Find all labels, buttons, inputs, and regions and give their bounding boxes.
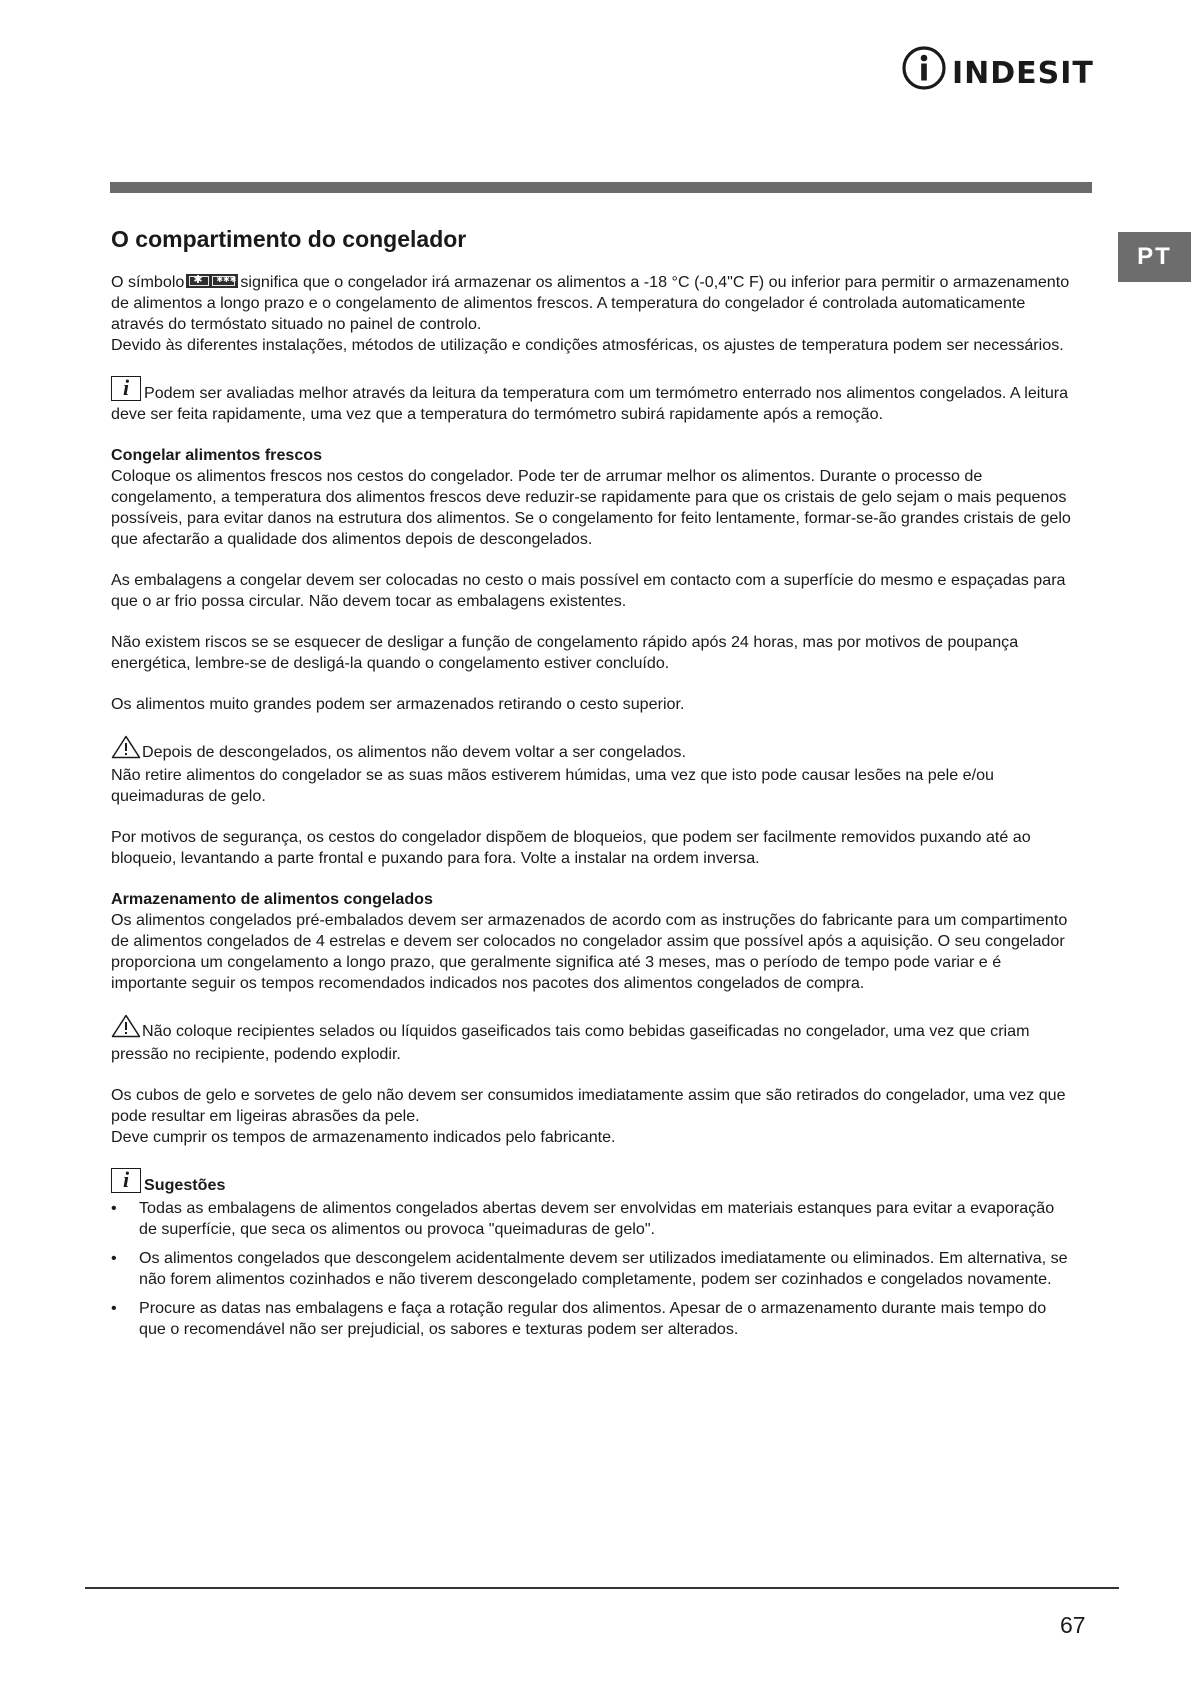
freezing-paragraph-2: As embalagens a congelar devem ser colocadas no cesto o mais possível em contacto com a superfície do mesmo e espaçadas para que o ar frio possa circular. Não devem tocar as embalagens existentes. xyxy=(111,571,1066,610)
freezing-paragraph-5: Não retire alimentos do congelador se as suas mãos estiverem húmidas, uma vez que isto pode causar lesões na pele e/ou queimaduras de gelo. xyxy=(111,766,994,805)
brand-wordmark: INDESIT xyxy=(952,56,1094,91)
warning-note-1: Depois de descongelados, os alimentos não devem voltar a ser congelados. xyxy=(111,735,1071,765)
warning-triangle-icon xyxy=(111,735,141,765)
list-item: • Os alimentos congelados que descongelem acidentalmente devem ser utilizados imediatamente ou eliminados. Em alternativa, se não forem alimentos cozinhados e não tiverem descongelado completamente, podem ser cozinhados e congelados novamente. xyxy=(111,1248,1071,1290)
warning-triangle-icon xyxy=(111,1014,141,1044)
freezing-paragraph-3: Não existem riscos se se esquecer de desligar a função de congelamento rápido após 24 horas, mas por motivos de poupança energética, lembre-se de desligá-la quando o congelamento estiver concluído. xyxy=(111,633,1019,672)
list-item: • Todas as embalagens de alimentos congelados abertas devem ser envolvidas em materiais estanques para evitar a evaporação de superfície, que seca os alimentos ou provoca "queimaduras de gelo". xyxy=(111,1198,1071,1240)
info-note-1: i Podem ser avaliadas melhor através da leitura da temperatura com um termómetro enterrado nos alimentos congelados. A leitura deve ser feita rapidamente, uma vez que a temperatura do termómetro subirá rapidamente após a remoção. xyxy=(111,375,1069,423)
footer-divider xyxy=(85,1587,1119,1589)
warning-note-2: Não coloque recipientes selados ou líquidos gaseificados tais como bebidas gaseificadas no congelador, uma vez que criam pressão no recipiente, podendo explodir. xyxy=(111,1014,1071,1065)
info-icon: i xyxy=(111,1168,141,1193)
page-title: O compartimento do congelador xyxy=(111,226,467,252)
storage-paragraph-3: Deve cumprir os tempos de armazenamento indicados pelo fabricante. xyxy=(111,1128,616,1146)
freezing-paragraph-4: Os alimentos muito grandes podem ser armazenados retirando o cesto superior. xyxy=(111,695,685,713)
header-divider-bar xyxy=(110,182,1092,193)
freezing-paragraph-1: Coloque os alimentos frescos nos cestos do congelador. Pode ter de arrumar melhor os alimentos. Durante o processo de congelamento, a temperatura dos alimentos frescos deve reduzir-se rapidamente para que os cristais de gelo sejam o mais pequenos possíveis, para evitar danos na estrutura dos alimentos. Se o congelamento for feito lentamente, formar-se-ão grandes cristais de gelo que afectarão a qualidade dos alimentos depois de descongelados. xyxy=(111,467,1071,548)
page-number: 67 xyxy=(1060,1612,1086,1638)
indesit-logo xyxy=(900,40,1100,94)
four-star-freezer-icon: ✱ ✱✱✱ xyxy=(186,274,238,288)
language-tab: PT xyxy=(1118,232,1191,282)
storage-paragraph-2: Os cubos de gelo e sorvetes de gelo não devem ser consumidos imediatamente assim que são retirados do congelador, uma vez que pode resultar em ligeiras abrasões da pele. xyxy=(111,1086,1066,1125)
tips-list xyxy=(111,1198,1071,1340)
storage-paragraph-1: Os alimentos congelados pré-embalados devem ser armazenados de acordo com as instruções do fabricante para um compartimento de alimentos congelados de 4 estrelas e devem ser colocados no congelador assim que possível após a aquisição. O seu congelador proporciona um congelamento a longo prazo, que geralmente significa até 3 meses, mas o período de tempo pode variar e é importante seguir os tempos recomendados indicados nos pacotes dos alimentos congelados de compra. xyxy=(111,911,1068,992)
main-content xyxy=(111,224,1071,1348)
list-item: • Procure as datas nas embalagens e faça a rotação regular dos alimentos. Apesar de o armazenamento durante mais tempo do que o recomendável não ser prejudicial, os sabores e texturas podem ser alterados. xyxy=(111,1298,1071,1340)
section-heading-storage: Armazenamento de alimentos congelados xyxy=(111,890,433,908)
tips-heading: i Sugestões xyxy=(111,1168,1071,1196)
intro-paragraph-2: Devido às diferentes instalações, métodos de utilização e condições atmosféricas, os ajustes de temperatura podem ser necessários. xyxy=(111,336,1064,354)
section-heading-freezing: Congelar alimentos frescos xyxy=(111,446,323,464)
freezing-paragraph-6: Por motivos de segurança, os cestos do congelador dispõem de bloqueios, que podem ser facilmente removidos puxando até ao bloqueio, levantando a parte frontal e puxando para fora. Volte a instalar na ordem inversa. xyxy=(111,828,1031,867)
intro-paragraph-1: O símbolo ✱ ✱✱✱ significa que o congelador irá armazenar os alimentos a -18 °C (-0,4"C F) ou inferior para permitir o armazenamento de alimentos a longo prazo e o congelamento de alimentos frescos. A temperatura do congelador é controlada automaticamente através do termóstato situado no painel de controlo. xyxy=(111,273,1070,333)
info-icon: i xyxy=(111,376,141,401)
